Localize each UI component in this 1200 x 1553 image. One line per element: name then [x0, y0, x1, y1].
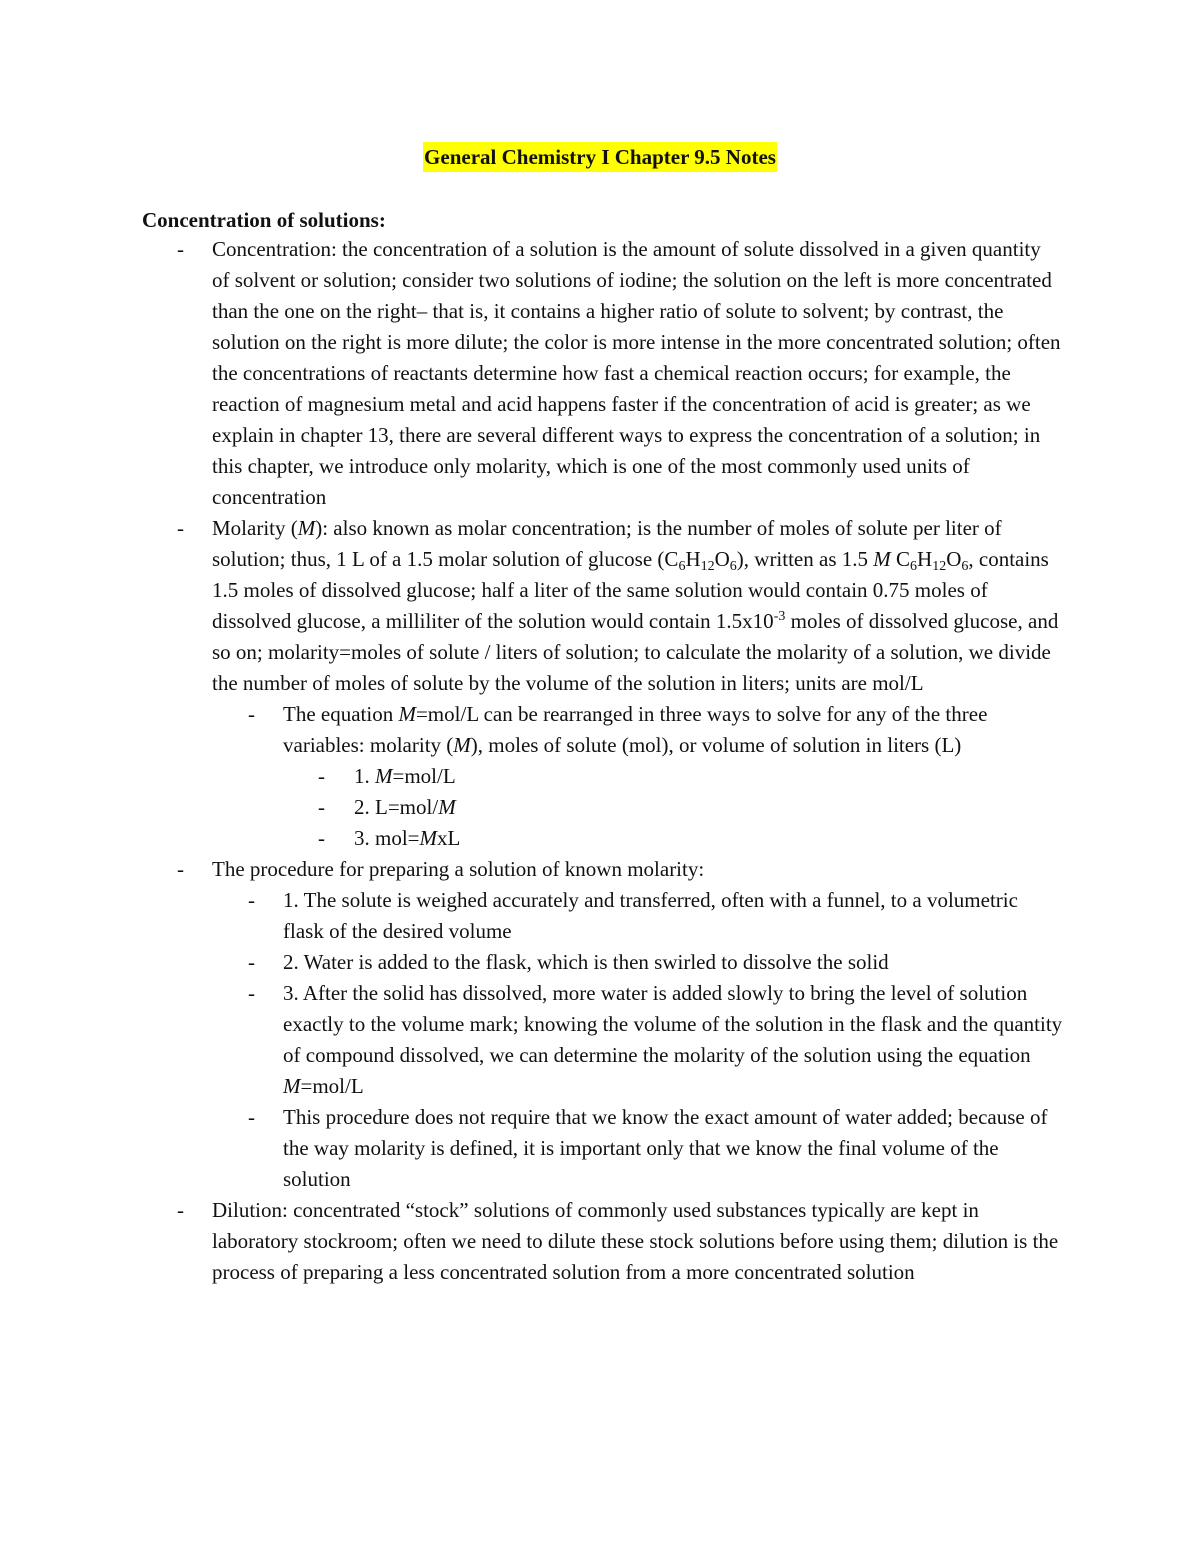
bullet-text: The equation M=mol/L can be rearranged in three ways to solve for any of the three variables: molarity (M), moles of solute (mol), or volume of solution in liters (L)	[283, 702, 988, 757]
bullet-dash: -	[318, 795, 325, 819]
bullet-text: Molarity (M): also known as molar concentration; is the number of moles of solute per liter of solution; thus, 1 L of a 1.5 molar solution of glucose $(C_6H_{12}O_6)$, written as 1.5 M $C_6H_{12}O_6$, contains 1.5 moles of dissolved glucose; half a liter of the same solution would contain 0.75 moles of dissolved glucose, a milliliter of the solution would contain $1.5x10^{-3}$ moles of dissolved glucose, and so on; molarity=moles of solute / liters of solution; to calculate the molarity of a solution, we divide the number of moles of solute by the volume of the solution in liters; units are mol/L	[212, 516, 1059, 695]
bullet-dash: -	[177, 237, 184, 261]
bullet-procedure-step-1	[0, 885, 1063, 947]
bullet-dash: -	[318, 826, 325, 850]
bullet-procedure-note	[0, 1102, 1063, 1195]
bullet-procedure-step-2	[0, 947, 1063, 978]
bullet-text: The procedure for preparing a solution of known molarity:	[212, 857, 705, 881]
bullet-equation-form-1	[0, 761, 1054, 792]
bullet-concentration	[0, 234, 1062, 513]
bullet-dash: -	[248, 950, 255, 974]
bullet-text: 1. The solute is weighed accurately and transferred, often with a funnel, to a volumetric flask of the desired volume	[283, 888, 1018, 943]
bullet-dash: -	[177, 857, 184, 881]
bullet-equation-form-2	[0, 792, 1054, 823]
bullet-dash: -	[318, 764, 325, 788]
document-title: General Chemistry I Chapter 9.5 Notes	[423, 142, 777, 172]
bullet-text: This procedure does not require that we know the exact amount of water added; because of the way molarity is defined, it is important only that we know the final volume of the solution	[283, 1105, 1048, 1191]
bullet-dash: -	[177, 516, 184, 540]
bullet-procedure-step-3	[0, 978, 1063, 1102]
bullet-dash: -	[248, 702, 255, 726]
bullet-text: 3. After the solid has dissolved, more water is added slowly to bring the level of solution exactly to the volume mark; knowing the volume of the solution in the flask and the quantity of compound dissolved, we can determine the molarity of the solution using the equation M=mol/L	[283, 981, 1063, 1098]
bullet-dash: -	[248, 888, 255, 912]
bullet-text: Dilution: concentrated “stock” solutions of commonly used substances typically are kept in laboratory stockroom; often we need to dilute these stock solutions before using them; dilution is the process of preparing a less concentrated solution from a more concentrated solution	[212, 1198, 1059, 1284]
bullet-dash: -	[248, 981, 255, 1005]
section-heading: Concentration of solutions:	[142, 208, 386, 232]
bullet-dilution	[0, 1195, 1062, 1288]
bullet-equation-form-3	[0, 823, 1054, 854]
bullet-molarity	[0, 513, 1062, 699]
bullet-dash: -	[177, 1198, 184, 1222]
bullet-text: 3. mol=MxL	[354, 826, 461, 850]
bullet-text: 1. M=mol/L	[354, 764, 456, 788]
bullet-text: 2. Water is added to the flask, which is then swirled to dissolve the solid	[283, 950, 889, 974]
bullet-procedure	[0, 854, 1062, 885]
notes-list	[0, 234, 1200, 1288]
title-container	[0, 142, 1200, 172]
bullet-text: 2. L=mol/M	[354, 795, 456, 819]
bullet-text: Concentration: the concentration of a solution is the amount of solute dissolved in a given quantity of solvent or solution; consider two solutions of iodine; the solution on the left is more concentrated than the one on the right– that is, it contains a higher ratio of solute to solvent; by contrast, the solution on the right is more dilute; the color is more intense in the more concentrated solution; often the concentrations of reactants determine how fast a chemical reaction occurs; for example, the reaction of magnesium metal and acid happens faster if the concentration of acid is greater; as we explain in chapter 13, there are several different ways to express the concentration of a solution; in this chapter, we introduce only molarity, which is one of the most commonly used units of concentration	[212, 237, 1061, 509]
bullet-equation	[0, 699, 1063, 761]
bullet-dash: -	[248, 1105, 255, 1129]
